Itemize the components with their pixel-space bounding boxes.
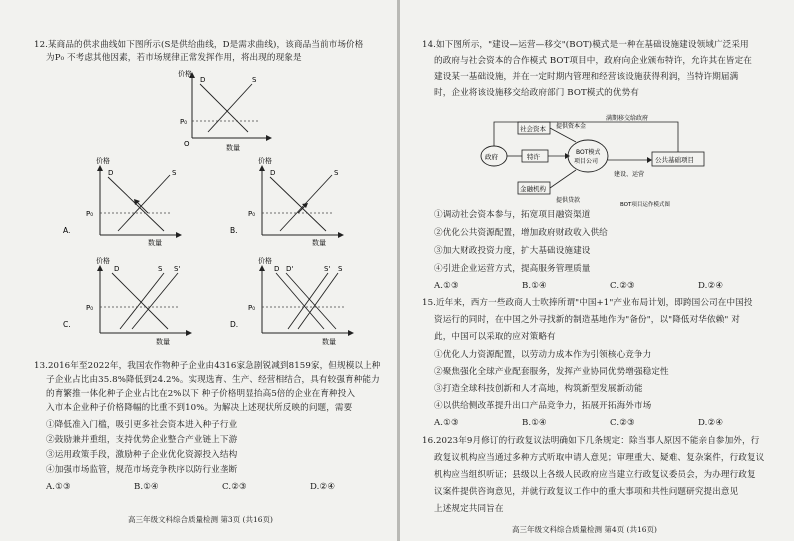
q13-item2: ②鼓励兼并重组，支持优势企业整合产业链上下游 (46, 435, 238, 445)
node-bot-company-line2: 项目公司 (574, 158, 599, 165)
graph-label: D' (286, 265, 294, 273)
q14-line1: 14.如下图所示，"建设—运营—移交"(BOT)模式是一种在基础设施建设领域广泛采用 (422, 40, 749, 50)
graph-label: D (114, 265, 120, 273)
q12-stem-line2: 为P₀ 不考虑其他因素，若市场规律正常发挥作用，将出现的现象是 (46, 53, 302, 63)
node-financial-institution: 金融机构 (520, 185, 546, 193)
q15-item1: ①优化人力资源配置，以劳动力成本作为引领核心竞争力 (434, 350, 652, 360)
q12-option-b-graph (228, 155, 358, 247)
option-b-letter: B. (230, 226, 238, 235)
q14-choice-a[interactable]: A.①③ (434, 281, 459, 291)
label-loan: 提供贷款 (556, 197, 581, 204)
node-bot-company-line1: BOT模式 (576, 149, 601, 156)
left-footer: 高三年级文科综合质量检测 第3页 (共16页) (128, 515, 273, 524)
q12-stem-line1: 12.某商品的供求曲线如下图所示(S是供给曲线，D是需求曲线)，该商品当前市场价格 (34, 40, 364, 50)
q15-line3: 此，中国可以采取的应对策略有 (434, 332, 556, 342)
q15-line1: 15.近年来，西方一些政商人士吹捧所谓"中国+1"产业布局计划，即跨国公司在中国投 (422, 298, 753, 308)
q15-choice-d[interactable]: D.②④ (698, 418, 724, 428)
graph-label: 价格 (258, 257, 272, 265)
q13-line1: 13.2016年至2022年，我国农作物种子企业由4316家急剧锐减到8159家，但规模以上种 (34, 361, 381, 371)
q14-item2: ②优化公共资源配置，增加政府财政收入供给 (434, 228, 608, 238)
ref-curve-d: D (200, 76, 206, 84)
q13-line3: 的育繁推一体化种子企业占比在2%以下 种子价格明显抬高5倍的企业在育种投入 (46, 389, 356, 399)
q14-line2: 的政府与社会资本的合作模式 BOT项目中，政府向企业颁布特许，允许其在皆定在 (434, 56, 752, 66)
q14-item1: ①调动社会资本参与，拓宽项目融资渠道 (434, 210, 591, 220)
q14-item3: ③加大财政投资力度，扩大基础设施建设 (434, 246, 591, 256)
graph-label: 数量 (312, 239, 326, 247)
node-public-project: 公共基础项目 (655, 156, 694, 164)
q15-item2: ②聚焦强化全球产业配套服务，发挥产业协同优势增强稳定性 (434, 367, 669, 377)
graph-label: 数量 (322, 338, 336, 346)
q12-option-d-graph (228, 255, 368, 347)
q15-line2: 资运行的同时，在中国之外寻找新的制造基地作为"备份"，以"降低对华依赖" 对 (434, 315, 740, 325)
q13-item3: ③运用政策手段，激励种子企业优化资源投入结构 (46, 450, 238, 460)
option-d-letter: D. (230, 320, 239, 329)
q13-item1: ①降低准入门槛，吸引更多社会资本进入种子行业 (46, 420, 238, 430)
label-handover: 满期移交给政府 (606, 115, 649, 122)
q14-line4: 时，企业将该设施移交给政府部门 BOT模式的优势有 (434, 88, 639, 98)
q13-choice-a[interactable]: A.①③ (46, 482, 71, 492)
graph-label: S (172, 169, 177, 177)
graph-label: S (158, 265, 163, 273)
q13-line2: 子企业占比由35.8%降低到24.2%。实现选育、生产、经营相结合，具有较强育种能力 (46, 375, 380, 385)
ref-origin: O (184, 140, 190, 148)
graph-label: D (274, 265, 280, 273)
right-footer: 高三年级文科综合质量检测 第4页 (共16页) (512, 525, 657, 534)
q13-choice-c[interactable]: C.②③ (222, 482, 247, 492)
graph-label: D (108, 169, 114, 177)
q13-item4: ④加强市场监管，规范市场竞争秩序以防行业垄断 (46, 465, 238, 475)
q15-choice-a[interactable]: A.①③ (434, 418, 459, 428)
ref-p0-label: P₀ (180, 118, 188, 126)
bot-flow-diagram (480, 112, 720, 208)
q16-line1: 16.2023年9月修订的行政复议法明确如下几条规定：除当事人原因不能亲自参加外，行 (422, 436, 760, 446)
graph-label: S' (324, 265, 331, 273)
node-social-capital: 社会资本 (520, 125, 546, 133)
option-c-letter: C. (63, 320, 71, 329)
graph-label: 价格 (96, 157, 110, 165)
ref-x-label: 数量 (226, 144, 240, 152)
q16-line4: 议案件提供咨询意见，并就行政复议工作中的重大事项和共性问题研究提出意见 (434, 487, 739, 497)
graph-label: S' (174, 265, 181, 273)
node-government: 政府 (485, 153, 498, 161)
label-build-operate: 建设、运营 (614, 171, 645, 178)
q15-choice-c[interactable]: C.②③ (610, 418, 635, 428)
label-equity: 提供资本金 (556, 123, 587, 130)
q13-choice-b[interactable]: B.①④ (134, 482, 159, 492)
graph-label: P₀ (86, 210, 94, 218)
q12-option-a-graph (60, 155, 190, 247)
graph-label: 价格 (96, 257, 110, 265)
q16-line2: 政复议机构应当通过多种方式听取申请人意见；审理重大、疑难、复杂案件，行政复议 (434, 453, 765, 463)
q12-option-c-graph (60, 255, 200, 347)
ref-curve-s: S (252, 76, 257, 84)
q13-line4: 入市本企业种子价格降幅的比重不到10%。为解决上述现状所反映的问题，需要 (46, 403, 353, 413)
graph-label: P₀ (248, 210, 256, 218)
q13-choice-d[interactable]: D.②④ (310, 482, 336, 492)
ref-y-label: 价格 (178, 70, 192, 78)
graph-label: 数量 (148, 239, 162, 247)
q12-reference-graph (168, 68, 278, 152)
graph-label: D (270, 169, 276, 177)
q15-item4: ④以供给侧改革提升出口产品竞争力，拓展开拓海外市场 (434, 401, 652, 411)
q16-line5: 上述规定共同旨在 (434, 504, 504, 514)
q14-line3: 建设某一基础设施，并在一定时期内管理和经营该设施获得利润，当特许期届满 (434, 72, 739, 82)
graph-label: S (334, 169, 339, 177)
q14-choice-d[interactable]: D.②④ (698, 281, 724, 291)
q14-item4: ④引进企业运营方式，提高服务管理质量 (434, 264, 591, 274)
q16-line3: 机构应当组织听证；县级以上各级人民政府应当建立行政复议委员会，为办理行政复 (434, 470, 756, 480)
q14-choice-b[interactable]: B.①④ (522, 281, 547, 291)
q15-choice-b[interactable]: B.①④ (522, 418, 547, 428)
graph-label: S (338, 265, 343, 273)
right-page (400, 0, 794, 541)
q14-choice-c[interactable]: C.②③ (610, 281, 635, 291)
q15-item3: ③打造全球科技创新和人才高地，构筑新型发展新动能 (434, 384, 643, 394)
option-a-letter: A. (63, 226, 71, 235)
graph-label: 数量 (156, 338, 170, 346)
node-franchise: 特许 (527, 153, 540, 161)
graph-label: P₀ (86, 304, 94, 312)
graph-label: 价格 (258, 157, 272, 165)
graph-label: P₀ (248, 304, 256, 312)
diagram-caption: BOT项目运作模式图 (620, 202, 670, 208)
